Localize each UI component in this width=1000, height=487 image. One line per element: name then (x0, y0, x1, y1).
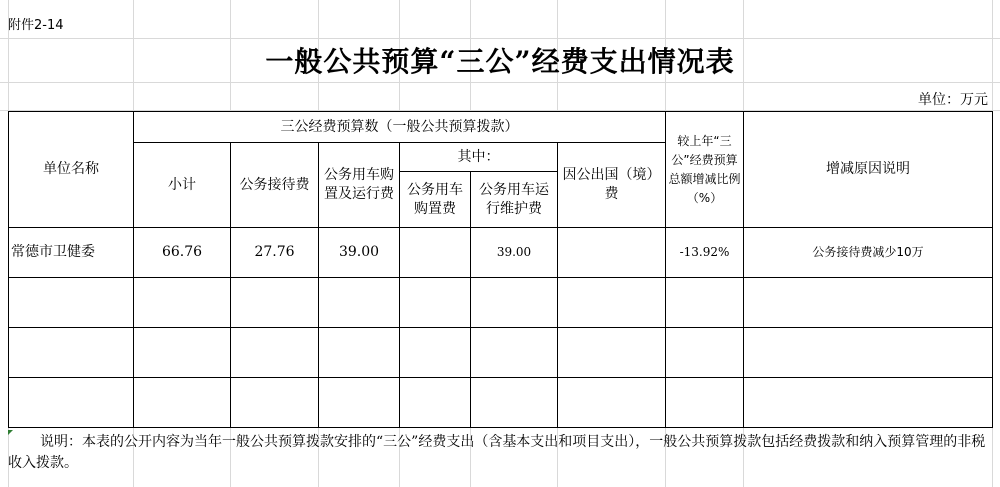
cell-change-ratio[interactable]: -13.92% (666, 228, 744, 278)
header-change-ratio[interactable]: 较上年“三公”经费预算总额增减比例（%） (666, 112, 744, 228)
cell-vehicle-operation[interactable] (471, 378, 558, 428)
attachment-label: 附件2-14 (8, 18, 64, 33)
header-budget-group[interactable]: 三公经费预算数（一般公共预算拨款） (134, 112, 666, 143)
cell-vehicle-operation[interactable] (471, 328, 558, 378)
table-row (9, 278, 993, 328)
header-vehicle-total[interactable]: 公务用车购置及运行费 (319, 143, 400, 228)
header-vehicle-purchase[interactable]: 公务用车购置费 (400, 172, 471, 228)
cell-change-reason[interactable] (744, 328, 993, 378)
header-change-reason[interactable]: 增减原因说明 (744, 112, 993, 228)
table-note: 说明：本表的公开内容为当年一般公共预算拨款安排的“三公”经费支出（含基本支出和项目支出），一般公共预算拨款包括经费拨款和纳入预算管理的非税收入拨款。 (8, 434, 986, 471)
cell-subtotal[interactable] (134, 278, 231, 328)
table-row (9, 228, 993, 278)
cell-reception[interactable]: 27.76 (231, 228, 319, 278)
cell-vehicle-total[interactable] (319, 328, 400, 378)
table-row (9, 378, 993, 428)
table-row (9, 328, 993, 378)
page-title: 一般公共预算“三公”经费支出情况表 (265, 45, 735, 78)
cell-subtotal[interactable] (134, 378, 231, 428)
cell-overseas[interactable] (558, 228, 666, 278)
cell-vehicle-purchase[interactable] (400, 328, 471, 378)
grid-line (0, 38, 1000, 39)
cell-unit-name[interactable] (9, 278, 134, 328)
header-reception[interactable]: 公务接待费 (231, 143, 319, 228)
header-subtotal[interactable]: 小计 (134, 143, 231, 228)
header-overseas[interactable]: 因公出国（境）费 (558, 143, 666, 228)
cell-change-reason[interactable]: 公务接待费减少10万 (744, 228, 993, 278)
cell-unit-name[interactable] (9, 378, 134, 428)
unit-label: 单位：万元 (918, 92, 988, 108)
cell-overseas[interactable] (558, 378, 666, 428)
cell-change-reason[interactable] (744, 278, 993, 328)
three-public-expenses-table (8, 111, 993, 428)
cell-vehicle-operation[interactable]: 39.00 (471, 228, 558, 278)
cell-vehicle-purchase[interactable] (400, 278, 471, 328)
cell-reception[interactable] (231, 378, 319, 428)
header-vehicle-operation[interactable]: 公务用车运行维护费 (471, 172, 558, 228)
cell-subtotal[interactable] (134, 328, 231, 378)
cell-overseas[interactable] (558, 278, 666, 328)
cell-vehicle-total[interactable] (319, 378, 400, 428)
header-unit-name[interactable]: 单位名称 (9, 112, 134, 228)
cell-overseas[interactable] (558, 328, 666, 378)
cell-change-ratio[interactable] (666, 278, 744, 328)
cell-vehicle-purchase[interactable] (400, 378, 471, 428)
cell-subtotal[interactable]: 66.76 (134, 228, 231, 278)
cell-change-ratio[interactable] (666, 328, 744, 378)
cell-change-ratio[interactable] (666, 378, 744, 428)
grid-line (0, 82, 1000, 83)
cell-vehicle-total[interactable]: 39.00 (319, 228, 400, 278)
cell-vehicle-total[interactable] (319, 278, 400, 328)
cell-vehicle-operation[interactable] (471, 278, 558, 328)
cell-change-reason[interactable] (744, 378, 993, 428)
cell-reception[interactable] (231, 328, 319, 378)
cell-unit-name[interactable] (9, 328, 134, 378)
header-of-which[interactable]: 其中： (400, 143, 558, 172)
cell-reception[interactable] (231, 278, 319, 328)
cell-unit-name[interactable]: 常德市卫健委 (9, 228, 134, 278)
cell-vehicle-purchase[interactable] (400, 228, 471, 278)
